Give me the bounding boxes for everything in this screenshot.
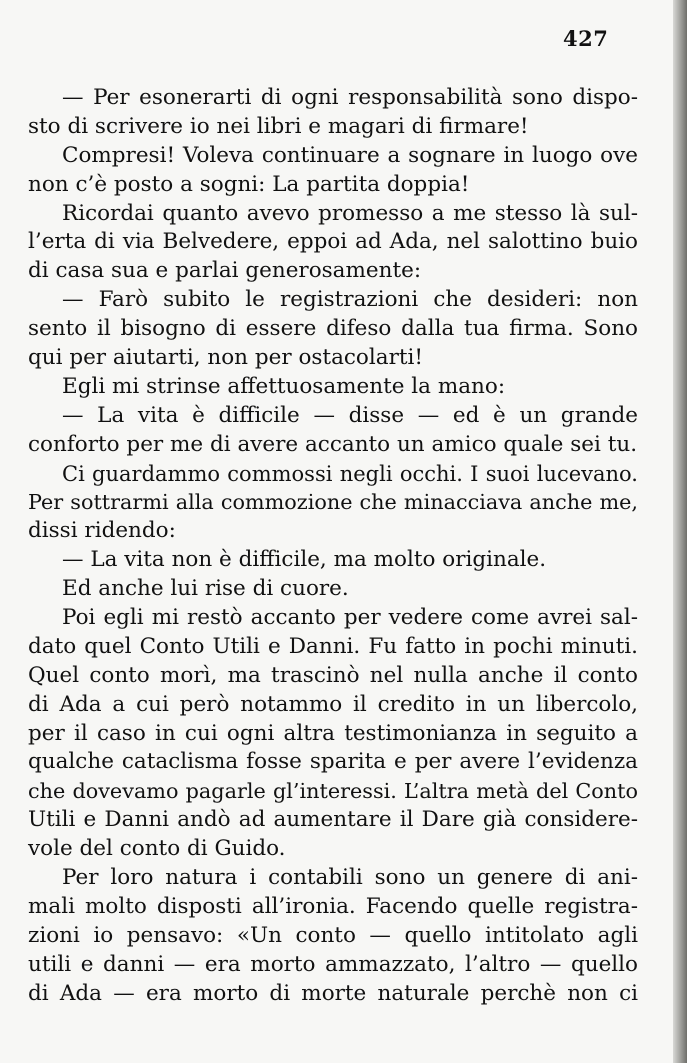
text-line: qui per aiutarti, non per ostacolarti! [28,345,423,371]
text-line: l’erta di via Belvedere, eppoi ad Ada, nel salottino buio [28,229,638,255]
text-line: di Ada — era morto di morte naturale perchè non ci [28,980,638,1006]
text-line: mali molto disposti all’ironia. Facendo quelle registra- [28,893,638,919]
page-gutter-shadow [673,0,687,1063]
text-line: vole del conto di Guido. [28,836,286,862]
text-line: Egli mi strinse affettuosamente la mano: [62,373,506,399]
text-line: Ricordai quanto avevo promesso a me stesso là sul- [62,200,638,226]
page-number: 427 [563,26,609,51]
text-line: — La vita è difficile — disse — ed è un grande [62,402,638,428]
text-line: Quel conto morì, ma trascinò nel nulla anche il conto [28,662,638,688]
text-line: Compresi! Voleva continuare a sognare in luogo ove [62,142,638,168]
text-line: dato quel Conto Utili e Danni. Fu fatto in pochi minuti. [28,633,638,659]
text-line: Utili e Danni andò ad aumentare il Dare già considere- [28,807,638,833]
text-line: conforto per me di avere accanto un amico quale sei tu. [28,431,638,457]
text-line: Poi egli mi restò accanto per vedere come avrei sal- [62,605,638,631]
body-text [28,84,638,1009]
text-line: Ed anche lui rise di cuore. [62,576,349,602]
text-line: — La vita non è difficile, ma molto originale. [62,547,547,573]
text-line: — Per esonerarti di ogni responsabilità sono dispo- [62,85,638,110]
text-line: dissi ridendo: [28,518,176,544]
text-line: Per loro natura i contabili sono un genere di ani- [62,865,638,891]
text-line: zioni io pensavo: «Un conto — quello intitolato agli [28,922,638,948]
text-line: di casa sua e parlai generosamente: [28,258,422,284]
text-line: Ci guardammo commossi negli occhi. I suoi lucevano. [62,461,638,486]
text-line: che dovevamo pagarle gl’interessi. L’altra metà del Conto [28,779,638,804]
text-line: utili e danni — era morto ammazzato, l’altro — quello [28,951,638,977]
text-line: sto di scrivere io nei libri e magari di firmare! [28,113,529,139]
text-line: sento il bisogno di essere difeso dalla tua firma. Sono [28,316,638,342]
text-line: Per sottrarmi alla commozione che minacciava anche me, [28,490,638,515]
text-line: qualche cataclisma fosse sparita e per avere l’evidenza [28,749,638,775]
text-line: — Farò subito le registrazioni che desideri: non [62,287,638,313]
text-line: di Ada a cui però notammo il credito in un libercolo, [28,691,638,717]
text-line: non c’è posto a sogni: La partita doppia! [28,171,470,197]
text-line: per il caso in cui ogni altra testimonianza in seguito a [28,720,638,746]
